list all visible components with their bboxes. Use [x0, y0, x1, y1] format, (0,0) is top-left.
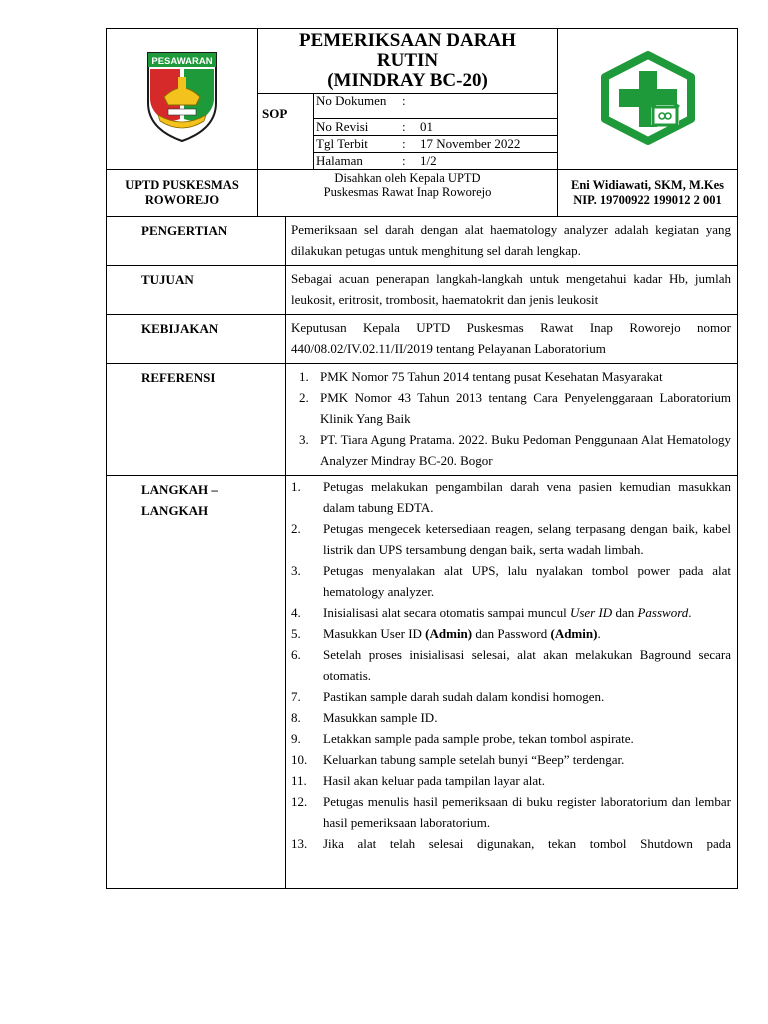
list-item: 2. Petugas mengecek ketersediaan reagen, selang terpasang dengan baik, kabel listrik dan UPS tersambung dengan baik, serta wadah limbah.	[291, 521, 731, 557]
list-item: 7. Pastikan sample darah sudah dalam kondisi homogen.	[291, 689, 605, 704]
label-pengertian: PENGERTIAN	[107, 217, 286, 266]
puskesmas-logo-icon	[595, 49, 701, 145]
sop-body-table	[106, 216, 738, 889]
content-pengertian: Pemeriksaan sel darah dengan alat haematology analyzer adalah kegiatan yang dilakukan petugas untuk menghitung sel darah lengkap.	[286, 217, 738, 266]
label-referensi: REFERENSI	[107, 364, 286, 476]
row-kebijakan	[107, 315, 738, 364]
meta-tgl-terbit: Tgl Terbit : 17 November 2022	[314, 136, 558, 153]
reference-list	[291, 366, 731, 471]
list-item: 4. Inisialisasi alat secara otomatis sampai muncul User ID dan Password.	[291, 605, 692, 620]
label-tujuan: TUJUAN	[107, 266, 286, 315]
row-langkah	[107, 476, 738, 889]
content-kebijakan: Keputusan Kepala UPTD Puskesmas Rawat Inap Roworejo nomor 440/08.02/IV.02.11/II/2019 tentang Pelayanan Laboratorium	[286, 315, 738, 364]
list-item: 11. Hasil akan keluar pada tampilan layar alat.	[291, 773, 545, 788]
sop-header-table	[106, 28, 738, 217]
row-tujuan	[107, 266, 738, 315]
meta-halaman: Halaman : 1/2	[314, 153, 558, 170]
row-pengertian	[107, 217, 738, 266]
list-item: 3. PT. Tiara Agung Pratama. 2022. Buku Pedoman Penggunaan Alat Hematology Analyzer Mindray BC-20. Bogor	[299, 432, 731, 468]
list-item: 3. Petugas menyalakan alat UPS, lalu nyalakan tombol power pada alat hematology analyzer.	[291, 563, 731, 599]
meta-no-dokumen: No Dokumen :	[314, 94, 558, 119]
content-tujuan: Sebagai acuan penerapan langkah-langkah untuk mengetahui kadar Hb, jumlah leukosit, eritrosit, trombosit, haematokrit dan jenis leukosit	[286, 266, 738, 315]
organization-name: UPTD PUSKESMAS ROWOREJO	[107, 170, 258, 217]
signer-nip: NIP. 19700922 199012 2 001	[573, 193, 722, 207]
logo-text: PESAWARAN	[151, 55, 213, 67]
puskesmas-logo-cell	[558, 29, 738, 170]
list-item: 1. Petugas melakukan pengambilan darah vena pasien kemudian masukkan dalam tabung EDTA.	[291, 479, 731, 515]
label-kebijakan: KEBIJAKAN	[107, 315, 286, 364]
row-referensi	[107, 364, 738, 476]
label-langkah: LANGKAH – LANGKAH	[107, 476, 286, 889]
pesawaran-shield-icon	[144, 49, 220, 145]
pesawaran-logo-cell	[107, 29, 258, 170]
list-item: 2. PMK Nomor 43 Tahun 2013 tentang Cara Penyelenggaraan Laboratorium Klinik Yang Baik	[299, 390, 731, 426]
list-item: 13. Jika alat telah selesai digunakan, tekan tombol Shutdown pada	[291, 836, 731, 851]
content-langkah	[286, 476, 738, 889]
content-referensi	[286, 364, 738, 476]
document-title: PEMERIKSAAN DARAH RUTIN (MINDRAY BC-20)	[258, 29, 558, 94]
sop-label: SOP	[258, 94, 314, 170]
list-item: 6. Setelah proses inisialisasi selesai, alat akan melakukan Baground secara otomatis.	[291, 647, 731, 683]
list-item: 8. Masukkan sample ID.	[291, 710, 438, 725]
meta-no-revisi: No Revisi : 01	[314, 119, 558, 136]
approval-text: Disahkan oleh Kepala UPTD Puskesmas Rawat Inap Roworejo	[258, 170, 558, 217]
list-item: 12. Petugas menulis hasil pemeriksaan di buku register laboratorium dan lembar hasil pemeriksaan laboratorium.	[291, 794, 731, 830]
list-item: 5. Masukkan User ID (Admin) dan Password (Admin).	[291, 626, 601, 641]
signer-block	[558, 170, 738, 217]
list-item: 9. Letakkan sample pada sample probe, tekan tombol aspirate.	[291, 731, 634, 746]
sop-document	[106, 28, 737, 889]
signer-name: Eni Widiawati, SKM, M.Kes	[570, 178, 725, 192]
list-item: 1. PMK Nomor 75 Tahun 2014 tentang pusat Kesehatan Masyarakat	[299, 369, 663, 384]
list-item: 10. Keluarkan tabung sample setelah bunyi “Beep” terdengar.	[291, 752, 625, 767]
steps-list	[291, 476, 731, 854]
